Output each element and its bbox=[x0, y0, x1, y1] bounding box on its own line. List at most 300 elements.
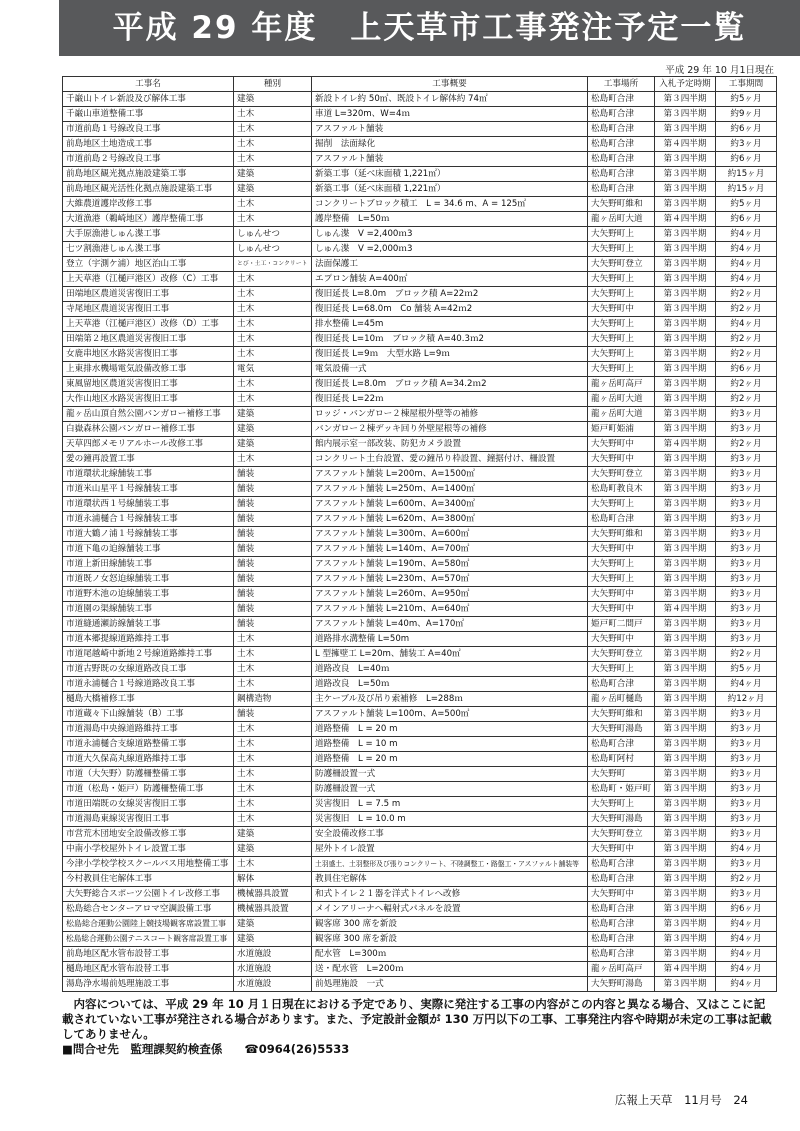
cell-bid-timing: 第３四半期 bbox=[655, 482, 716, 497]
cell-work-name: 千巌山車道整備工事 bbox=[63, 107, 234, 122]
cell-location: 松島町合津 bbox=[588, 167, 655, 182]
table-row bbox=[63, 242, 777, 257]
as-of-date: 平成 29 年 10 月1日現在 bbox=[665, 65, 774, 76]
table-row bbox=[63, 392, 777, 407]
cell-summary: アスファルト舗装 L=260m、A=950㎡ bbox=[312, 587, 588, 602]
cell-work-name: 市道（松島・姫戸）防護柵整備工事 bbox=[63, 782, 234, 797]
cell-type: 土木 bbox=[234, 677, 312, 692]
cell-type: 土木 bbox=[234, 857, 312, 872]
cell-location: 大矢野町中 bbox=[588, 437, 655, 452]
cell-location: 松島町合津 bbox=[588, 182, 655, 197]
cell-work-name: 市道既ノ女怒迫線舗装工事 bbox=[63, 572, 234, 587]
cell-location: 大矢野町維和 bbox=[588, 527, 655, 542]
cell-location: 大矢野町中 bbox=[588, 587, 655, 602]
cell-type: 建築 bbox=[234, 92, 312, 107]
cell-location: 松島町合津 bbox=[588, 857, 655, 872]
cell-duration: 約3ヶ月 bbox=[716, 602, 777, 617]
cell-summary: 安全設備改修工事 bbox=[312, 827, 588, 842]
cell-duration: 約3ヶ月 bbox=[716, 467, 777, 482]
cell-summary: 災害復旧 L = 7.5 m bbox=[312, 797, 588, 812]
page-title: 平成 29 年度 上天草市工事発注予定一覧 bbox=[59, 0, 800, 56]
cell-bid-timing: 第３四半期 bbox=[655, 647, 716, 662]
cell-location: 大矢野町中 bbox=[588, 632, 655, 647]
cell-bid-timing: 第３四半期 bbox=[655, 977, 716, 992]
table-row bbox=[63, 842, 777, 857]
cell-bid-timing: 第３四半期 bbox=[655, 287, 716, 302]
cell-type: 土木 bbox=[234, 752, 312, 767]
cell-bid-timing: 第３四半期 bbox=[655, 392, 716, 407]
cell-bid-timing: 第３四半期 bbox=[655, 662, 716, 677]
table-row bbox=[63, 557, 777, 572]
cell-type: 土木 bbox=[234, 272, 312, 287]
cell-location: 松島町・姫戸町 bbox=[588, 782, 655, 797]
table-row bbox=[63, 947, 777, 962]
cell-bid-timing: 第３四半期 bbox=[655, 527, 716, 542]
cell-summary: ロッジ・バンガロー２棟屋根外壁等の補修 bbox=[312, 407, 588, 422]
cell-work-name: 前島地区観光拠点施設建築工事 bbox=[63, 167, 234, 182]
cell-location: 松島町合津 bbox=[588, 677, 655, 692]
construction-schedule-table bbox=[62, 76, 777, 992]
cell-work-name: 市道上新田線舗装工事 bbox=[63, 557, 234, 572]
column-header-duration: 工事期間 bbox=[716, 77, 777, 92]
cell-summary: エプロン舗装 A=400㎡ bbox=[312, 272, 588, 287]
cell-bid-timing: 第３四半期 bbox=[655, 272, 716, 287]
column-header-type: 種別 bbox=[234, 77, 312, 92]
cell-bid-timing: 第３四半期 bbox=[655, 902, 716, 917]
cell-work-name: 大手原漁港しゅん渫工事 bbox=[63, 227, 234, 242]
cell-duration: 約2ヶ月 bbox=[716, 287, 777, 302]
cell-bid-timing: 第３四半期 bbox=[655, 947, 716, 962]
cell-duration: 約15ヶ月 bbox=[716, 182, 777, 197]
cell-type: 土木 bbox=[234, 452, 312, 467]
disclaimer-note: 内容については、平成 29 年 10 月１日現在における予定であり、実際に発注する工事の内容がこの内容と異なる場合、又はここに記載されていない工事が発注される場合があります。また、予定設計金額が 130 万円以下の工事、工事発注内容や時期が未定の工事は記載してありません。 bbox=[62, 997, 772, 1041]
cell-duration: 約4ヶ月 bbox=[716, 917, 777, 932]
cell-location: 松島町合津 bbox=[588, 92, 655, 107]
page-number: 24 bbox=[733, 1093, 748, 1107]
cell-duration: 約6ヶ月 bbox=[716, 902, 777, 917]
table-row bbox=[63, 662, 777, 677]
cell-bid-timing: 第３四半期 bbox=[655, 152, 716, 167]
table-row bbox=[63, 407, 777, 422]
cell-type: 土木 bbox=[234, 767, 312, 782]
cell-location: 大矢野町中 bbox=[588, 842, 655, 857]
cell-duration: 約3ヶ月 bbox=[716, 857, 777, 872]
cell-duration: 約3ヶ月 bbox=[716, 812, 777, 827]
cell-duration: 約4ヶ月 bbox=[716, 242, 777, 257]
cell-duration: 約2ヶ月 bbox=[716, 377, 777, 392]
cell-location: 松島町合津 bbox=[588, 512, 655, 527]
cell-type: 土木 bbox=[234, 737, 312, 752]
cell-location: 龍ヶ岳町大道 bbox=[588, 407, 655, 422]
cell-location: 大矢野町中 bbox=[588, 302, 655, 317]
cell-summary: コンクリートブロック積工 L = 34.6 m、A = 125㎡ bbox=[312, 197, 588, 212]
cell-work-name: 上天草港（江樋戸港区）改修（C）工事 bbox=[63, 272, 234, 287]
cell-duration: 約6ヶ月 bbox=[716, 362, 777, 377]
cell-summary: アスファルト舗装 L=40m、A=170㎡ bbox=[312, 617, 588, 632]
cell-duration: 約3ヶ月 bbox=[716, 452, 777, 467]
cell-location: 大矢野町上 bbox=[588, 332, 655, 347]
cell-bid-timing: 第３四半期 bbox=[655, 632, 716, 647]
cell-bid-timing: 第３四半期 bbox=[655, 917, 716, 932]
cell-type: 建築 bbox=[234, 167, 312, 182]
cell-bid-timing: 第３四半期 bbox=[655, 332, 716, 347]
cell-location: 大矢野町維和 bbox=[588, 197, 655, 212]
cell-bid-timing: 第３四半期 bbox=[655, 752, 716, 767]
table-row bbox=[63, 497, 777, 512]
cell-duration: 約4ヶ月 bbox=[716, 977, 777, 992]
cell-summary: 道路排水溝整備 L=50m bbox=[312, 632, 588, 647]
cell-work-name: 龍ヶ岳山頂自然公園バンガロー補修工事 bbox=[63, 407, 234, 422]
cell-summary: 和式トイレ２１器を洋式トイレへ改修 bbox=[312, 887, 588, 902]
table-row bbox=[63, 92, 777, 107]
table-row bbox=[63, 572, 777, 587]
cell-work-name: 市道湯島中央線道路維持工事 bbox=[63, 722, 234, 737]
table-row bbox=[63, 872, 777, 887]
cell-duration: 約6ヶ月 bbox=[716, 152, 777, 167]
table-row bbox=[63, 887, 777, 902]
cell-duration: 約4ヶ月 bbox=[716, 272, 777, 287]
cell-type: 舗装 bbox=[234, 497, 312, 512]
table-row bbox=[63, 452, 777, 467]
cell-type: とび・土工・コンクリート bbox=[234, 257, 312, 272]
table-row bbox=[63, 827, 777, 842]
cell-bid-timing: 第３四半期 bbox=[655, 572, 716, 587]
cell-duration: 約4ヶ月 bbox=[716, 227, 777, 242]
cell-work-name: 東風留地区農道災害復旧工事 bbox=[63, 377, 234, 392]
cell-duration: 約3ヶ月 bbox=[716, 542, 777, 557]
table-row bbox=[63, 692, 777, 707]
cell-summary: 館内展示室一部改装、防犯カメラ設置 bbox=[312, 437, 588, 452]
cell-summary: 復旧延長 L=8.0m ブロック積 A=22ｍ2 bbox=[312, 287, 588, 302]
cell-duration: 約3ヶ月 bbox=[716, 617, 777, 632]
table-row bbox=[63, 752, 777, 767]
cell-duration: 約9ヶ月 bbox=[716, 107, 777, 122]
cell-location: 龍ヶ岳町樋島 bbox=[588, 692, 655, 707]
cell-duration: 約12ヶ月 bbox=[716, 692, 777, 707]
cell-bid-timing: 第３四半期 bbox=[655, 242, 716, 257]
cell-location: 大矢野町中 bbox=[588, 887, 655, 902]
table-row bbox=[63, 977, 777, 992]
cell-work-name: 千巌山トイレ新設及び解体工事 bbox=[63, 92, 234, 107]
cell-summary: アスファルト舗装 L=300m、A=600㎡ bbox=[312, 527, 588, 542]
table-row bbox=[63, 257, 777, 272]
cell-bid-timing: 第３四半期 bbox=[655, 782, 716, 797]
cell-work-name: 前島地区土地造成工事 bbox=[63, 137, 234, 152]
cell-work-name: 登立（宇測ケ浦）地区治山工事 bbox=[63, 257, 234, 272]
cell-location: 大矢野町上 bbox=[588, 572, 655, 587]
cell-type: 建築 bbox=[234, 422, 312, 437]
cell-summary: 道路整備 L = 20 m bbox=[312, 752, 588, 767]
cell-work-name: 松島総合運動公園陸上競技場観客席設置工事 bbox=[63, 917, 234, 932]
cell-summary: アスファルト舗装 L=210m、A=640㎡ bbox=[312, 602, 588, 617]
cell-summary: 新築工事（延べ床面積 1,221㎡） bbox=[312, 182, 588, 197]
cell-location: 大矢野町上 bbox=[588, 242, 655, 257]
cell-location: 松島町合津 bbox=[588, 872, 655, 887]
cell-type: 土木 bbox=[234, 392, 312, 407]
cell-type: 機械器具設置 bbox=[234, 887, 312, 902]
cell-work-name: 寺尾地区農道災害復旧工事 bbox=[63, 302, 234, 317]
table-header-row bbox=[63, 77, 777, 92]
cell-duration: 約3ヶ月 bbox=[716, 587, 777, 602]
cell-location: 龍ヶ岳町高戸 bbox=[588, 962, 655, 977]
table-row bbox=[63, 812, 777, 827]
cell-work-name: 上東排水機場電気設備改修工事 bbox=[63, 362, 234, 377]
cell-type: しゅんせつ bbox=[234, 242, 312, 257]
cell-type: 土木 bbox=[234, 632, 312, 647]
cell-location: 松島町教良木 bbox=[588, 482, 655, 497]
cell-summary: 復旧延長 L=9ｍ 大型水路 L=9ｍ bbox=[312, 347, 588, 362]
cell-location: 大矢野町湯島 bbox=[588, 722, 655, 737]
cell-type: 土木 bbox=[234, 137, 312, 152]
cell-duration: 約3ヶ月 bbox=[716, 482, 777, 497]
cell-duration: 約4ヶ月 bbox=[716, 947, 777, 962]
table-row bbox=[63, 722, 777, 737]
column-header-summary: 工事概要 bbox=[312, 77, 588, 92]
cell-summary: 道路改良 L=40ｍ bbox=[312, 662, 588, 677]
table-row bbox=[63, 377, 777, 392]
cell-bid-timing: 第３四半期 bbox=[655, 107, 716, 122]
table-row bbox=[63, 647, 777, 662]
cell-bid-timing: 第３四半期 bbox=[655, 182, 716, 197]
cell-duration: 約3ヶ月 bbox=[716, 707, 777, 722]
table-row bbox=[63, 302, 777, 317]
cell-bid-timing: 第３四半期 bbox=[655, 767, 716, 782]
cell-work-name: 市道蔵々下山線舗装（B）工事 bbox=[63, 707, 234, 722]
cell-work-name: 大維農道護岸改修工事 bbox=[63, 197, 234, 212]
table-row bbox=[63, 632, 777, 647]
table-body bbox=[63, 92, 777, 992]
cell-bid-timing: 第３四半期 bbox=[655, 557, 716, 572]
cell-location: 大矢野町登立 bbox=[588, 257, 655, 272]
cell-duration: 約3ヶ月 bbox=[716, 782, 777, 797]
cell-summary: 排水整備 L=45m bbox=[312, 317, 588, 332]
cell-duration: 約3ヶ月 bbox=[716, 512, 777, 527]
table-row bbox=[63, 917, 777, 932]
cell-bid-timing: 第３四半期 bbox=[655, 872, 716, 887]
cell-location: 姫戸町姫浦 bbox=[588, 422, 655, 437]
cell-duration: 約3ヶ月 bbox=[716, 752, 777, 767]
cell-type: しゅんせつ bbox=[234, 227, 312, 242]
contact-label: ■問合せ先 監理課契約検査係 bbox=[62, 1042, 223, 1056]
cell-duration: 約3ヶ月 bbox=[716, 422, 777, 437]
column-header-bid-timing: 入札予定時期 bbox=[655, 77, 716, 92]
cell-work-name: 市道環状西１号線舗装工事 bbox=[63, 497, 234, 512]
cell-location: 大矢野町上 bbox=[588, 287, 655, 302]
table-row bbox=[63, 962, 777, 977]
cell-work-name: 市道大鶴ノ浦１号線舗装工事 bbox=[63, 527, 234, 542]
cell-location: 松島町合津 bbox=[588, 122, 655, 137]
table-row bbox=[63, 152, 777, 167]
cell-bid-timing: 第３四半期 bbox=[655, 512, 716, 527]
cell-work-name: 市道米山星平１号線舗装工事 bbox=[63, 482, 234, 497]
cell-type: 土木 bbox=[234, 107, 312, 122]
cell-bid-timing: 第３四半期 bbox=[655, 407, 716, 422]
cell-duration: 約2ヶ月 bbox=[716, 437, 777, 452]
table-row bbox=[63, 767, 777, 782]
cell-summary: 新設トイレ約 50㎡、既設トイレ解体約 74㎡ bbox=[312, 92, 588, 107]
cell-summary: 新築工事（延べ床面積 1,221㎡） bbox=[312, 167, 588, 182]
cell-work-name: 前島地区観光活性化拠点施設建築工事 bbox=[63, 182, 234, 197]
cell-bid-timing: 第４四半期 bbox=[655, 962, 716, 977]
cell-work-name: 樋島地区配水管布設替工事 bbox=[63, 962, 234, 977]
cell-bid-timing: 第３四半期 bbox=[655, 737, 716, 752]
cell-duration: 約3ヶ月 bbox=[716, 722, 777, 737]
table-row bbox=[63, 467, 777, 482]
cell-summary: 観客席 300 席を新設 bbox=[312, 932, 588, 947]
table-row bbox=[63, 422, 777, 437]
cell-duration: 約3ヶ月 bbox=[716, 527, 777, 542]
cell-location: 松島町合津 bbox=[588, 737, 655, 752]
cell-summary: 前処理施設 一式 bbox=[312, 977, 588, 992]
cell-location: 松島町阿村 bbox=[588, 752, 655, 767]
cell-summary: 電気設備一式 bbox=[312, 362, 588, 377]
table-row bbox=[63, 857, 777, 872]
cell-summary: アスファルト舗装 bbox=[312, 122, 588, 137]
cell-duration: 約6ヶ月 bbox=[716, 122, 777, 137]
cell-location: 松島町合津 bbox=[588, 947, 655, 962]
cell-location: 龍ヶ岳町大道 bbox=[588, 212, 655, 227]
cell-summary: アスファルト舗装 L=620m、A=3800㎡ bbox=[312, 512, 588, 527]
cell-type: 舗装 bbox=[234, 512, 312, 527]
cell-location: 大矢野町上 bbox=[588, 317, 655, 332]
cell-type: 水道施設 bbox=[234, 947, 312, 962]
cell-location: 大矢野町 bbox=[588, 767, 655, 782]
cell-summary: 復旧延長 L=10ｍ ブロック積 A=40.3ｍ2 bbox=[312, 332, 588, 347]
cell-summary: 掘削 法面緑化 bbox=[312, 137, 588, 152]
cell-duration: 約3ヶ月 bbox=[716, 137, 777, 152]
cell-type: 舗装 bbox=[234, 482, 312, 497]
cell-bid-timing: 第３四半期 bbox=[655, 227, 716, 242]
cell-type: 水道施設 bbox=[234, 977, 312, 992]
cell-summary: 車道 L=320m、W=4ｍ bbox=[312, 107, 588, 122]
cell-work-name: 市道（大矢野）防護柵整備工事 bbox=[63, 767, 234, 782]
issue-label: 11月号 bbox=[684, 1093, 722, 1107]
cell-bid-timing: 第３四半期 bbox=[655, 422, 716, 437]
cell-duration: 約6ヶ月 bbox=[716, 212, 777, 227]
cell-summary: アスファルト舗装 L=100m、A=500㎡ bbox=[312, 707, 588, 722]
cell-summary: アスファルト舗装 bbox=[312, 152, 588, 167]
cell-work-name: 市道湯島東線災害復旧工事 bbox=[63, 812, 234, 827]
cell-work-name: 松島総合センターアロマ空調設備工事 bbox=[63, 902, 234, 917]
cell-work-name: 市道永浦樋合支線道路整備工事 bbox=[63, 737, 234, 752]
cell-location: 大矢野町上 bbox=[588, 497, 655, 512]
cell-type: 土木 bbox=[234, 797, 312, 812]
cell-summary: 道路整備 L = 20 m bbox=[312, 722, 588, 737]
cell-summary: 土羽盛土、土羽整形及び張りコンクリート、不陸調整工・路盤工・アスファルト舗装等 bbox=[312, 857, 588, 872]
cell-type: 土木 bbox=[234, 347, 312, 362]
cell-bid-timing: 第３四半期 bbox=[655, 302, 716, 317]
cell-work-name: 市道下亀の迫線舗装工事 bbox=[63, 542, 234, 557]
cell-bid-timing: 第３四半期 bbox=[655, 887, 716, 902]
cell-type: 土木 bbox=[234, 722, 312, 737]
cell-duration: 約4ヶ月 bbox=[716, 842, 777, 857]
table-row bbox=[63, 287, 777, 302]
table-row bbox=[63, 347, 777, 362]
cell-bid-timing: 第３四半期 bbox=[655, 812, 716, 827]
cell-summary: 屋外トイレ設置 bbox=[312, 842, 588, 857]
cell-summary: 防護柵設置一式 bbox=[312, 782, 588, 797]
table-row bbox=[63, 137, 777, 152]
cell-duration: 約3ヶ月 bbox=[716, 557, 777, 572]
cell-type: 舗装 bbox=[234, 527, 312, 542]
cell-bid-timing: 第４四半期 bbox=[655, 437, 716, 452]
table-row bbox=[63, 602, 777, 617]
table-row bbox=[63, 107, 777, 122]
cell-type: 水道施設 bbox=[234, 962, 312, 977]
cell-location: 大矢野町中 bbox=[588, 452, 655, 467]
cell-bid-timing: 第３四半期 bbox=[655, 617, 716, 632]
cell-type: 土木 bbox=[234, 197, 312, 212]
cell-location: 松島町合津 bbox=[588, 902, 655, 917]
cell-duration: 約3ヶ月 bbox=[716, 827, 777, 842]
cell-summary: 法面保護工 bbox=[312, 257, 588, 272]
cell-type: 舗装 bbox=[234, 542, 312, 557]
cell-type: 建築 bbox=[234, 407, 312, 422]
cell-duration: 約2ヶ月 bbox=[716, 302, 777, 317]
cell-work-name: 七ツ割漁港しゅん渫工事 bbox=[63, 242, 234, 257]
cell-duration: 約3ヶ月 bbox=[716, 737, 777, 752]
cell-duration: 約3ヶ月 bbox=[716, 767, 777, 782]
cell-summary: アスファルト舗装 L=600m、A=3400㎡ bbox=[312, 497, 588, 512]
page-footer bbox=[615, 1092, 748, 1108]
table-row bbox=[63, 437, 777, 452]
cell-summary: 復旧延長 L=68.0m Co 舗装 A=42ｍ2 bbox=[312, 302, 588, 317]
cell-location: 松島町合津 bbox=[588, 152, 655, 167]
cell-duration: 約3ヶ月 bbox=[716, 572, 777, 587]
table-row bbox=[63, 197, 777, 212]
cell-bid-timing: 第３四半期 bbox=[655, 122, 716, 137]
cell-summary: 送・配水管 L=200ｍ bbox=[312, 962, 588, 977]
cell-summary: アスファルト舗装 L=190m、A=580㎡ bbox=[312, 557, 588, 572]
cell-bid-timing: 第３四半期 bbox=[655, 587, 716, 602]
cell-type: 機械器具設置 bbox=[234, 902, 312, 917]
cell-type: 土木 bbox=[234, 647, 312, 662]
cell-location: 龍ヶ岳町大道 bbox=[588, 392, 655, 407]
cell-duration: 約4ヶ月 bbox=[716, 317, 777, 332]
cell-location: 大矢野町上 bbox=[588, 662, 655, 677]
contact-info bbox=[62, 1041, 349, 1057]
cell-work-name: 市道本郷提線道路維持工事 bbox=[63, 632, 234, 647]
table-row bbox=[63, 332, 777, 347]
cell-bid-timing: 第３四半期 bbox=[655, 707, 716, 722]
table-row bbox=[63, 902, 777, 917]
cell-bid-timing: 第３四半期 bbox=[655, 677, 716, 692]
cell-summary: 教員住宅解体 bbox=[312, 872, 588, 887]
cell-duration: 約3ヶ月 bbox=[716, 497, 777, 512]
cell-type: 鋼構造物 bbox=[234, 692, 312, 707]
cell-type: 土木 bbox=[234, 812, 312, 827]
cell-type: 土木 bbox=[234, 287, 312, 302]
cell-type: 建築 bbox=[234, 917, 312, 932]
cell-summary: 復旧延長 L=22ｍ bbox=[312, 392, 588, 407]
cell-location: 大矢野町維和 bbox=[588, 707, 655, 722]
cell-summary: しゅん渫 V =2,400ｍ3 bbox=[312, 227, 588, 242]
cell-type: 建築 bbox=[234, 827, 312, 842]
cell-work-name: 市道前島１号線改良工事 bbox=[63, 122, 234, 137]
cell-summary: アスファルト舗装 L=230m、A=570㎡ bbox=[312, 572, 588, 587]
cell-location: 松島町合津 bbox=[588, 932, 655, 947]
cell-work-name: 市道古野既の女線道路改良工事 bbox=[63, 662, 234, 677]
cell-summary: 護岸整備 L=50ｍ bbox=[312, 212, 588, 227]
cell-work-name: 天草四郎メモリアルホール改修工事 bbox=[63, 437, 234, 452]
cell-location: 姫戸町二間戸 bbox=[588, 617, 655, 632]
cell-type: 電気 bbox=[234, 362, 312, 377]
cell-bid-timing: 第３四半期 bbox=[655, 542, 716, 557]
cell-duration: 約3ヶ月 bbox=[716, 407, 777, 422]
cell-summary: 観客席 300 席を新設 bbox=[312, 917, 588, 932]
cell-type: 舗装 bbox=[234, 602, 312, 617]
cell-work-name: 市道永浦樋合１号線舗装工事 bbox=[63, 512, 234, 527]
